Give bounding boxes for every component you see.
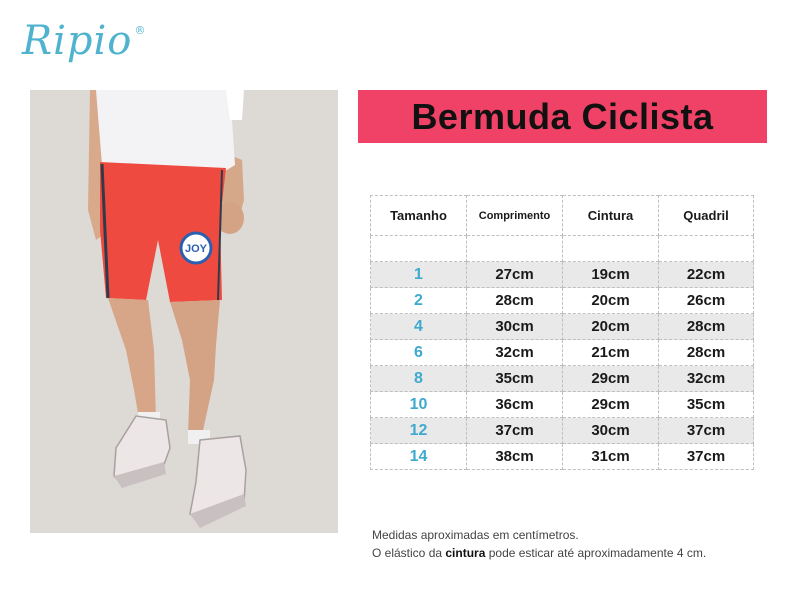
- header-hip: Quadril: [659, 196, 754, 236]
- shorts-print-text: JOY: [184, 243, 208, 255]
- table-row: [371, 366, 754, 392]
- cell-hip: 37cm: [659, 444, 754, 470]
- note-line-2-bold: cintura: [445, 546, 486, 560]
- table-row: [371, 262, 754, 288]
- cell-length: 38cm: [467, 444, 563, 470]
- brand-name: Ripio: [22, 18, 133, 64]
- cell-length: 27cm: [467, 262, 563, 288]
- title-banner: [358, 90, 767, 143]
- table-row: [371, 392, 754, 418]
- cell-size: 2: [371, 288, 467, 314]
- cell-size: 6: [371, 340, 467, 366]
- cell-hip: 32cm: [659, 366, 754, 392]
- table-row: [371, 418, 754, 444]
- cell-size: 8: [371, 366, 467, 392]
- table-row: [371, 340, 754, 366]
- cell-length: 30cm: [467, 314, 563, 340]
- cell-hip: 28cm: [659, 340, 754, 366]
- child-wearing-shorts-illustration: [30, 90, 338, 533]
- cell-length: 36cm: [467, 392, 563, 418]
- header-size: Tamanho: [371, 196, 467, 236]
- cell-size: 10: [371, 392, 467, 418]
- note-line-2-post: pode esticar até aproximadamente 4 cm.: [485, 546, 707, 560]
- table-header-row: [371, 196, 754, 236]
- measurement-notes: [372, 526, 706, 562]
- cell-waist: 30cm: [563, 418, 659, 444]
- cell-hip: 28cm: [659, 314, 754, 340]
- header-waist: Cintura: [563, 196, 659, 236]
- cell-length: 32cm: [467, 340, 563, 366]
- product-photo: [30, 90, 338, 533]
- note-line-1: Medidas aproximadas em centímetros.: [372, 528, 579, 542]
- page-title: Bermuda Ciclista: [411, 95, 714, 137]
- cell-hip: 37cm: [659, 418, 754, 444]
- table-spacer-row: [371, 236, 754, 262]
- header-length: Comprimento: [467, 196, 563, 236]
- cell-size: 1: [371, 262, 467, 288]
- cell-length: 35cm: [467, 366, 563, 392]
- cell-size: 4: [371, 314, 467, 340]
- cell-size: 12: [371, 418, 467, 444]
- note-line-2: [372, 544, 706, 562]
- cell-waist: 29cm: [563, 366, 659, 392]
- cell-waist: 19cm: [563, 262, 659, 288]
- table-row: [371, 444, 754, 470]
- cell-waist: 20cm: [563, 288, 659, 314]
- cell-waist: 20cm: [563, 314, 659, 340]
- cell-waist: 31cm: [563, 444, 659, 470]
- table-row: [371, 288, 754, 314]
- registered-mark: ®: [134, 24, 147, 37]
- size-chart-table: [370, 195, 754, 470]
- table-row: [371, 314, 754, 340]
- cell-waist: 29cm: [563, 392, 659, 418]
- cell-length: 28cm: [467, 288, 563, 314]
- cell-hip: 26cm: [659, 288, 754, 314]
- cell-length: 37cm: [467, 418, 563, 444]
- note-line-2-pre: O elástico da: [372, 546, 446, 560]
- cell-hip: 22cm: [659, 262, 754, 288]
- brand-logo: [22, 18, 146, 64]
- cell-size: 14: [371, 444, 467, 470]
- cell-waist: 21cm: [563, 340, 659, 366]
- cell-hip: 35cm: [659, 392, 754, 418]
